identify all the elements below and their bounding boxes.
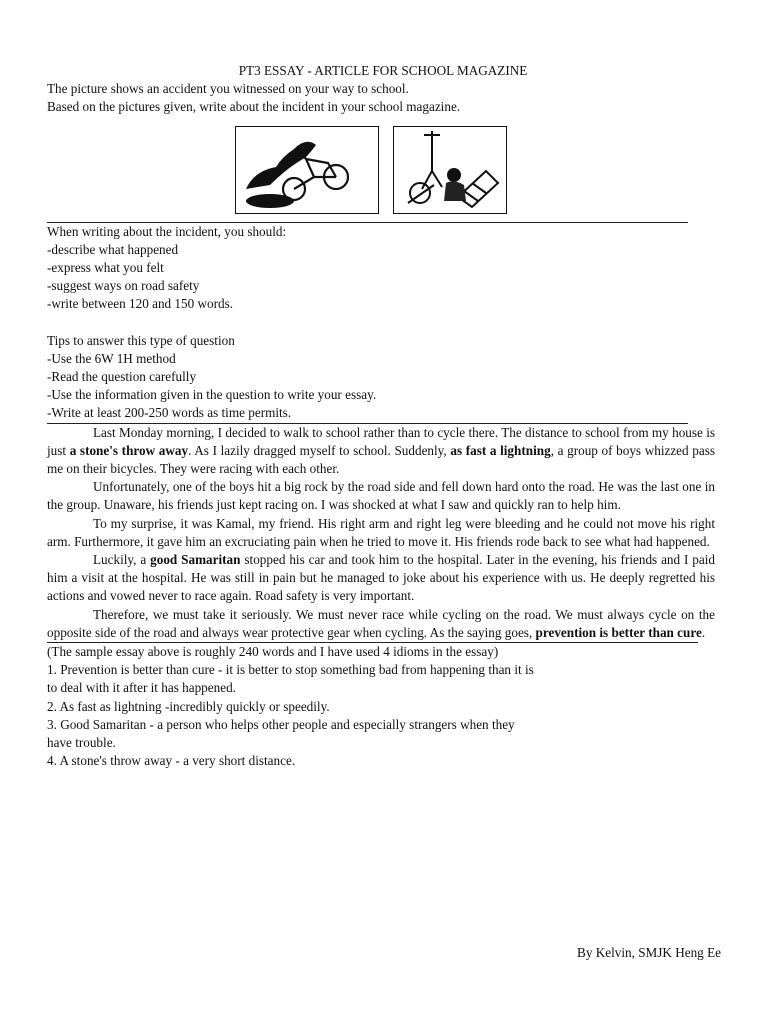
essay-text: Luckily, a (93, 552, 151, 568)
essay-paragraph-1 (47, 424, 715, 479)
essay-text: , a group of boys whizzed pass me on their bicycles. They were racing with each other. (47, 442, 715, 477)
essay-text: . As I lazily dragged myself to school. Suddenly, (188, 442, 451, 458)
instruction-item: -write between 120 and 150 words. (47, 296, 234, 312)
instruction-item: -express what you felt (47, 260, 164, 276)
idiom-note: 4. A stone's throw away - a very short distance. (47, 753, 296, 769)
idiom-note: 3. Good Samaritan - a person who helps other people and especially strangers when they have trouble. (47, 716, 515, 751)
page-title: PT3 ESSAY - ARTICLE FOR SCHOOL MAGAZINE (238, 63, 528, 78)
instruction-item: -describe what happened (47, 241, 179, 257)
instructions-intro: When writing about the incident, you should: (47, 223, 287, 239)
idiom-highlight: as fast a lightning (450, 442, 551, 458)
tip-item: -Write at least 200-250 words as time permits. (47, 405, 292, 421)
tip-item: -Use the 6W 1H method (47, 350, 176, 366)
tips-intro: Tips to answer this type of question (47, 332, 235, 348)
idiom-note: 2. As fast as lightning -incredibly quickly or speedily. (47, 698, 330, 714)
fallen-cyclist-picture (235, 126, 379, 214)
injured-boy-drawing (394, 127, 506, 213)
tip-item: -Use the information given in the question to write your essay. (47, 387, 377, 403)
essay-paragraph-2: Unfortunately, one of the boys hit a big rock by the road side and fell down hard onto the road. He was the last one in the group. Unaware, his friends just kept racing on. I was shocked at what I saw and quickly ran to help him. (47, 479, 715, 513)
notes-intro: (The sample essay above is roughly 240 words and I have used 4 idioms in the essay) (47, 644, 499, 660)
essay-text: Last Monday morning, I decided to walk to school rather than to cycle there. The distance to school from my house is just (47, 424, 715, 458)
idiom-highlight: good Samaritan (150, 552, 241, 568)
essay-text: . (701, 624, 706, 640)
essay-paragraph-5 (47, 606, 715, 642)
spacer (47, 314, 719, 332)
fallen-cyclist-drawing (236, 127, 378, 213)
question-line-2: Based on the pictures given, write about the incident in your school magazine. (47, 99, 461, 115)
idiom-note: 1. Prevention is better than cure - it is better to stop something bad from happening than it is to deal with it after it has happened. (47, 662, 534, 696)
idiom-highlight: a stone's throw away (69, 442, 189, 458)
essay-paragraph-4 (47, 551, 715, 606)
blood-puddle (246, 194, 294, 208)
question-line-1: The picture shows an accident you witnessed on your way to school. (47, 81, 409, 97)
worksheet-page (47, 62, 719, 771)
instruction-item: -suggest ways on road safety (47, 278, 200, 294)
picture-row (47, 120, 719, 222)
injured-boy-picture (393, 126, 507, 214)
idiom-highlight: prevention is better than cure (535, 624, 702, 640)
essay-text: Therefore, we must take it seriously. We must never race while cycling on the road. We must always cycle on the opposite side of the road and always wear protective gear when cycling. As the saying goes, (47, 606, 715, 640)
tip-item: -Read the question carefully (47, 369, 197, 385)
essay-text: stopped his car and took him to the hospital. Later in the evening, his friends and I paid him a visit at the hospital. He was still in pain but he managed to joke about his experience with us. He deeply regretted his actions and vowed never to race again. Road safety is very important. (47, 552, 716, 604)
essay-paragraph-3: To my surprise, it was Kamal, my friend. His right arm and right leg were bleeding and he could not move his right arm. Furthermore, it gave him an excruciating pain when he tried to move it. His friends rode back to see what had happened. (47, 515, 715, 549)
author-credit: By Kelvin, SMJK Heng Ee (577, 945, 721, 960)
